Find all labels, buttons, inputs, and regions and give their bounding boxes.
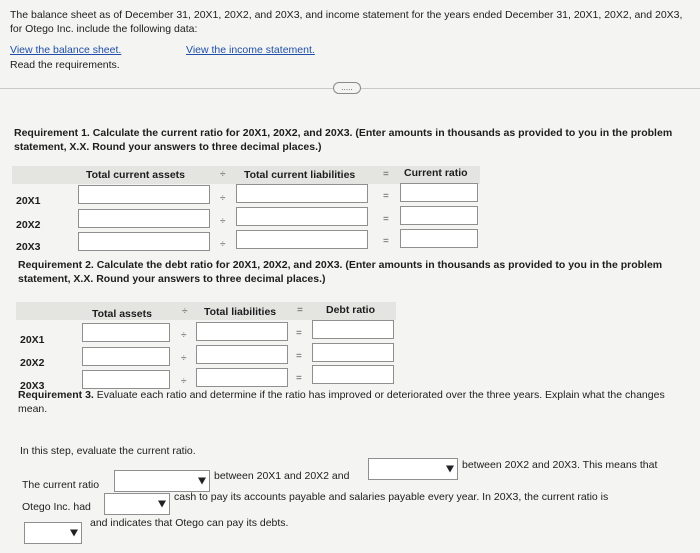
- requirement-2-body: Calculate the debt ratio for 20X1, 20X2, and 20X3. (Enter amounts in thousands as provided to you in the problem statement, X.X. Round your answers to three decimal places.): [18, 259, 663, 285]
- req2-20x3-debt-ratio-input[interactable]: [312, 365, 394, 384]
- req2-header-total-liabilities: Total liabilities: [204, 306, 277, 318]
- req2-20x1-divide-symbol: ÷: [181, 330, 187, 341]
- req2-20x2-total-assets-input[interactable]: [82, 347, 170, 366]
- req1-header-equals-symbol: =: [383, 169, 389, 180]
- requirement-2-title: Requirement 2.: [18, 259, 94, 271]
- req2-header-debt-ratio: Debt ratio: [326, 304, 376, 316]
- req1-header-divide-symbol: ÷: [220, 169, 226, 180]
- req1-20x1-current-liabilities-input[interactable]: [236, 184, 368, 203]
- req1-20x3-current-liabilities-input[interactable]: [236, 230, 368, 249]
- req2-20x3-equals-symbol: =: [296, 373, 302, 384]
- req1-20x2-current-liabilities-input[interactable]: [236, 207, 368, 226]
- req2-header-total-assets: Total assets: [92, 308, 152, 320]
- view-income-statement-link[interactable]: [186, 40, 315, 58]
- req1-20x2-current-assets-input[interactable]: [78, 209, 210, 228]
- req3-cash-sufficiency-dropdown[interactable]: [104, 493, 170, 515]
- req3-current-ratio-trend-2-dropdown[interactable]: [368, 458, 458, 480]
- req1-20x2-current-ratio-input[interactable]: [400, 206, 478, 225]
- chevron-down-icon: [70, 530, 78, 537]
- req1-20x1-current-assets-input[interactable]: [78, 185, 210, 204]
- chevron-down-icon: [158, 501, 166, 508]
- req3-between-20x1-20x2-text: between 20X1 and 20X2 and: [214, 470, 350, 482]
- req2-row-label-20x3: 20X3: [20, 380, 45, 392]
- req1-header-total-current-assets: Total current assets: [86, 169, 186, 181]
- req1-20x2-divide-symbol: ÷: [220, 216, 226, 227]
- req2-row-label-20x1: 20X1: [20, 334, 45, 346]
- req3-current-ratio-trend-1-dropdown[interactable]: [114, 470, 210, 492]
- req3-between-20x2-20x3-text: between 20X2 and 20X3. This means that: [462, 459, 658, 471]
- req1-20x3-current-ratio-input[interactable]: [400, 229, 478, 248]
- req2-20x2-total-liabilities-input[interactable]: [196, 345, 288, 364]
- requirement-1-title: Requirement 1.: [14, 127, 90, 139]
- req1-20x3-equals-symbol: =: [383, 236, 389, 247]
- read-requirements-link[interactable]: Read the requirements.: [10, 59, 120, 71]
- req2-20x3-total-assets-input[interactable]: [82, 370, 170, 389]
- chevron-down-icon: [198, 478, 206, 485]
- chevron-down-icon: [446, 466, 454, 473]
- req2-20x1-total-liabilities-input[interactable]: [196, 322, 288, 341]
- req2-20x1-equals-symbol: =: [296, 328, 302, 339]
- req3-current-ratio-level-dropdown[interactable]: [24, 522, 82, 544]
- requirement-3-title: Requirement 3.: [18, 389, 94, 401]
- req2-20x3-total-liabilities-input[interactable]: [196, 368, 288, 387]
- req2-20x1-total-assets-input[interactable]: [82, 323, 170, 342]
- req2-header-equals-symbol: =: [297, 305, 303, 316]
- requirement-2-text: [18, 258, 684, 286]
- req3-step-text: In this step, evaluate the current ratio.: [20, 445, 196, 457]
- req2-20x2-divide-symbol: ÷: [181, 353, 187, 364]
- view-balance-sheet-link-label[interactable]: View the balance sheet.: [10, 44, 122, 56]
- req2-header-divide-symbol: ÷: [182, 306, 188, 317]
- req1-20x1-divide-symbol: ÷: [220, 193, 226, 204]
- req1-20x1-equals-symbol: =: [383, 191, 389, 202]
- req1-20x3-divide-symbol: ÷: [220, 239, 226, 250]
- req1-row-label-20x2: 20X2: [16, 219, 41, 231]
- req3-pay-debts-text: and indicates that Otego can pay its debts.: [90, 517, 289, 529]
- requirement-1-text: [14, 126, 684, 154]
- req1-row-label-20x3: 20X3: [16, 241, 41, 253]
- req1-20x2-equals-symbol: =: [383, 214, 389, 225]
- requirement-3-text: [18, 388, 682, 416]
- req2-20x2-equals-symbol: =: [296, 351, 302, 362]
- view-income-statement-link-label[interactable]: View the income statement.: [186, 44, 315, 56]
- req1-20x3-current-assets-input[interactable]: [78, 232, 210, 251]
- req3-cash-to-pay-text: cash to pay its accounts payable and salaries payable every year. In 20X3, the current ratio is: [174, 491, 609, 503]
- view-balance-sheet-link[interactable]: [10, 40, 121, 58]
- requirement-1-body: Calculate the current ratio for 20X1, 20X2, and 20X3. (Enter amounts in thousands as provided to you in the problem statement, X.X. Round your answers to three decimal places.): [14, 127, 673, 153]
- req2-row-label-20x2: 20X2: [20, 357, 45, 369]
- req2-20x2-debt-ratio-input[interactable]: [312, 343, 394, 362]
- req3-current-ratio-label: The current ratio: [22, 479, 100, 491]
- req3-otego-had-text: Otego Inc. had: [22, 501, 91, 513]
- req2-20x3-divide-symbol: ÷: [181, 376, 187, 387]
- intro-text: The balance sheet as of December 31, 20X1, 20X2, and 20X3, and income statement for the years ended December 31, 20X1, 20X2, and 20X3, for Otego Inc. include the following data:: [10, 9, 683, 35]
- expand-more-button[interactable]: .....: [333, 82, 361, 94]
- req1-header-total-current-liabilities: Total current liabilities: [244, 169, 356, 181]
- req1-header-current-ratio: Current ratio: [404, 167, 468, 179]
- req1-20x1-current-ratio-input[interactable]: [400, 183, 478, 202]
- req2-20x1-debt-ratio-input[interactable]: [312, 320, 394, 339]
- req1-row-label-20x1: 20X1: [16, 195, 41, 207]
- requirement-3-body: Evaluate each ratio and determine if the ratio has improved or deteriorated over the three years. Explain what the changes mean.: [18, 389, 665, 415]
